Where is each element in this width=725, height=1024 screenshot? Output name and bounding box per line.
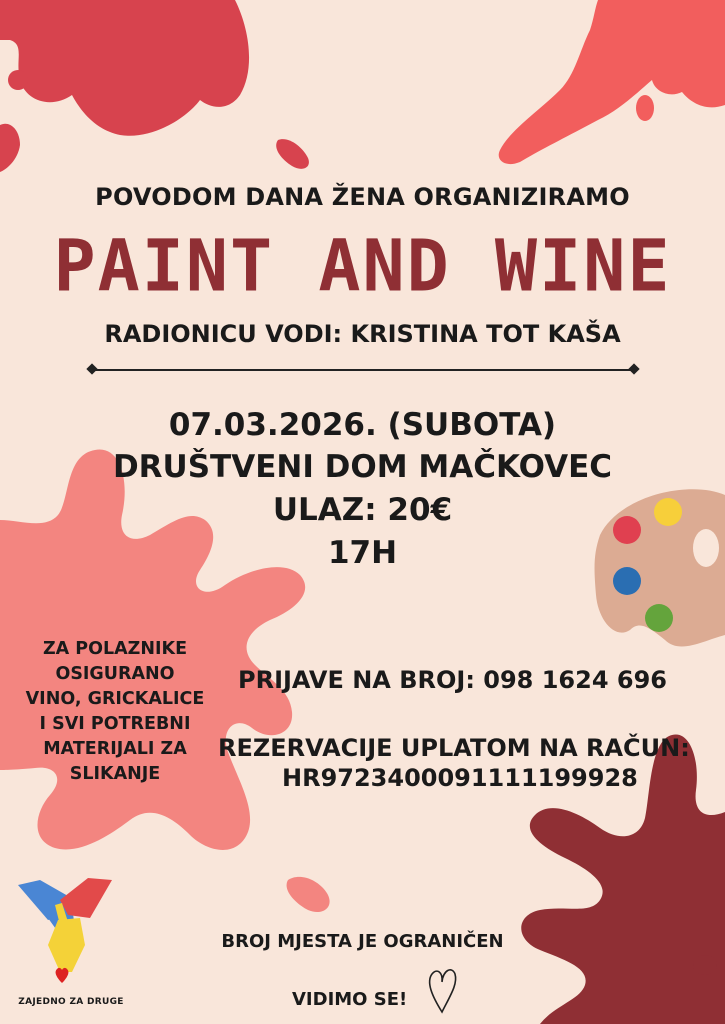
event-title: PAINT AND WINE: [53, 224, 672, 308]
included-line: MATERIJALI ZA: [43, 739, 187, 759]
limited-seats-note: BROJ MJESTA JE OGRANIČEN: [221, 931, 504, 952]
splash-top-left: [0, 0, 249, 136]
splash-drop-mid: [276, 139, 309, 169]
payment-label: REZERVACIJE UPLATOM NA RAČUN:: [218, 734, 690, 762]
included-line: SLIKANJE: [69, 764, 161, 784]
event-entry: ULAZ: 20€: [272, 492, 453, 528]
host-line: RADIONICU VODI: KRISTINA TOT KAŠA: [104, 320, 621, 348]
included-line: ZA POLAZNIKE: [42, 639, 188, 659]
included-line: OSIGURANO: [55, 664, 175, 684]
splash-drop: [8, 70, 28, 90]
splash-drop-pink: [287, 877, 330, 912]
included-line: I SVI POTREBNI: [39, 714, 191, 734]
iban: HR9723400091111199928: [282, 764, 638, 792]
splash-top-right: [499, 0, 725, 164]
event-date: 07.03.2026. (SUBOTA): [168, 407, 557, 443]
event-time: 17H: [327, 535, 398, 571]
intro-line: POVODOM DANA ŽENA ORGANIZIRAMO: [95, 183, 630, 211]
splash-drop: [636, 95, 654, 121]
included-items: [20, 637, 210, 787]
logo-caption: ZAJEDNO ZA DRUGE: [18, 997, 124, 1007]
heart-doodle-icon: [430, 970, 456, 1012]
splash-drop-left: [0, 124, 20, 172]
closing-line: VIDIMO SE!: [292, 989, 408, 1010]
splash-drop: [693, 955, 717, 975]
event-venue: DRUŠTVENI DOM MAČKOVEC: [112, 449, 613, 485]
included-line: VINO, GRICKALICE: [25, 689, 205, 709]
phone-line: PRIJAVE NA BROJ: 098 1624 696: [238, 666, 667, 694]
divider: [92, 369, 634, 371]
